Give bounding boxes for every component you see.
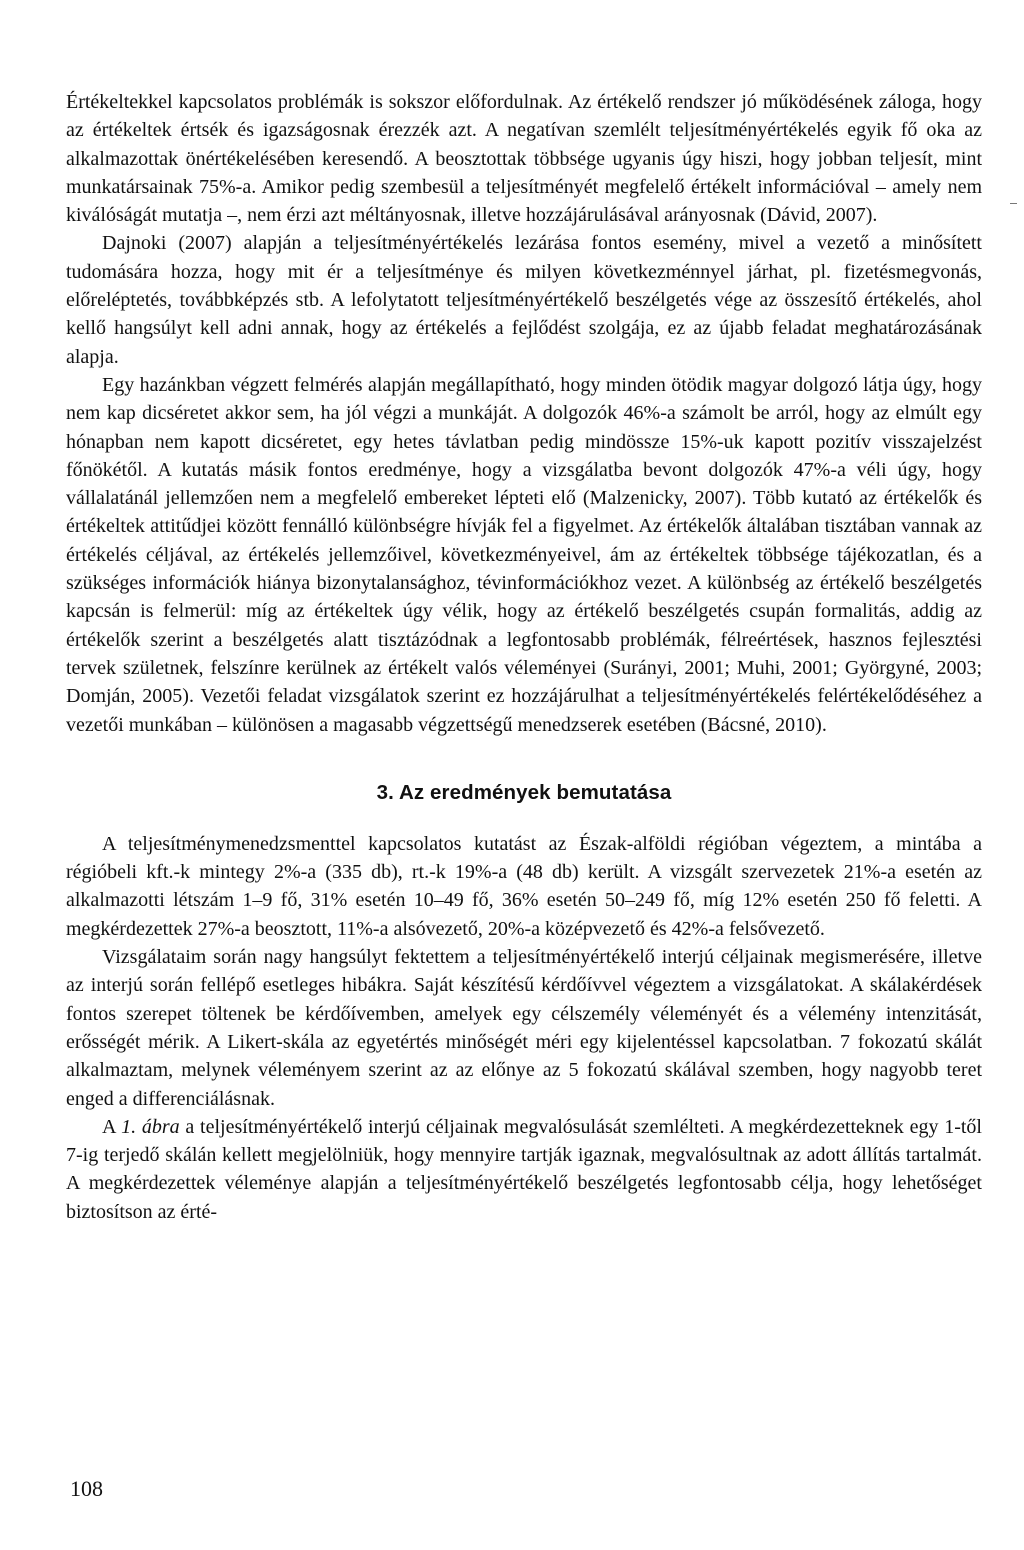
body-paragraph: Értékeltekkel kapcsolatos problémák is sokszor előfordulnak. Az értékelő rendszer jó működésének záloga, hogy az értékeltek értsék és igazságosnak érezzék azt. A negatívan szemlélt teljesítményértékelés egyik fő oka az alkalmazottak önértékelésében keresendő. A beosztottak többsége ugyanis úgy hiszi, hogy jobban teljesít, mint munkatársainak 75%-a. Amikor pedig szembesül a teljesítményét megfelelő értékelt információval – amely nem kiválóságát mutatja –, nem érzi azt méltányosnak, illetve hozzájárulásával arányosnak (Dávid, 2007). [66,91,982,227]
body-paragraph [66,1113,982,1226]
figure-reference: 1. ábra [121,1115,180,1138]
body-paragraph: Egy hazánkban végzett felmérés alapján megállapítható, hogy minden ötödik magyar dolgozó látja úgy, hogy nem kap dicséretet akkor sem, ha jól végzi a munkáját. A dolgozók 46%-a számolt be arról, hogy az elmúlt egy hónapban nem kapott dicséretet, egy hetes távlatban pedig mindössze 15%-uk kapott pozitív visszajelzést főnökétől. A kutatás másik fontos eredménye, hogy a vizsgálatba bevont dolgozók 47%-a véli úgy, hogy vállalatánál jellemzően nem a megfelelő embereket lépteti elő (Malzenicky, 2007). Több kutató az értékelők és értékeltek attitűdjei között fennálló különbségre hívják fel a figyelmet. Az értékelők általában tisztában vannak az értékelés céljával, az értékelés jellemzőivel, következményeivel, ám az értékeltek többsége tájékozatlan, és a szükséges információk hiánya bizonytalansághoz, tévinformációkhoz vezet. A különbség az értékelő beszélgetés kapcsán is felmerül: míg az értékeltek úgy vélik, hogy az értékelő beszélgetés csupán formalitás, addig az értékelők szerint a beszélgetés alatt tisztázódnak a legfontosabb problémák, félreértések, hasznos fejlesztési tervek születnek, felszínre kerülnek az értékelt valós véleményei (Surányi, 2001; Muhi, 2001; Györgyné, 2003; Domján, 2005). Vezetői feladat vizsgálatok szerint ez hozzájárulhat a teljesítményértékelés felértékelődéséhez a vezetői munkában – különösen a magasabb végzettségű menedzserek esetében (Bácsné, 2010). [66,373,982,736]
body-paragraph: Dajnoki (2007) alapján a teljesítményértékelés lezárása fontos esemény, mivel a vezető a minősített tudomására hozza, hogy mit ér a teljesítménye és milyen következménnyel járhat, pl. fizetésmegvonás, előreléptetés, továbbképzés stb. A lefolytatott teljesítményértékelő beszélgetés vége az összesítő értékelés, ahol kellő hangsúlyt kell adni annak, hogy az értékelés a fejlődést szolgája, ez az újabb feladat meghatározásának alapja. [66,232,982,368]
figure-ref-text: a teljesítményértékelő interjú céljainak megvalósulását szemlélteti. A megkérdezetteknek egy 1-től 7-ig terjedő skálán kellett megjelölniük, hogy mennyire tartják igaznak, megvalósultnak az adott állítás tartalmát. A megkérdezettek véleménye alapján a teljesítményértékelő beszélgetés legfontosabb célja, hogy lehetőséget biztosítson az érté- [66,1115,982,1223]
margin-mark [1010,203,1017,204]
body-paragraph: A teljesítménymenedzsmenttel kapcsolatos kutatást az Észak-alföldi régióban végeztem, a mintába a régióbeli kft.-k mintegy 2%-a (335 db), rt.-k 19%-a (48 db) került. A vizsgált szervezetek 21%-a esetén az alkalmazotti létszám 1–9 fő, 31% esetén 10–49 fő, 36% esetén 50–249 fő, míg 12% esetén 250 fő feletti. A megkérdezettek 27%-a beosztott, 11%-a alsóvezető, 20%-a középvezető és 42%-a felsővezető. [66,832,982,940]
section-heading: 3. Az eredmények bemutatása [376,780,672,804]
body-paragraph: Vizsgálataim során nagy hangsúlyt fektettem a teljesítményértékelő interjú céljainak megismerésére, illetve az interjú során fellépő esetleges hibákra. Saját készítésű kérdőívvel végeztem a vizsgálatokat. A skálakérdések fontos szerepet töltenek be kérdőívemben, amelyek egy célszemély véleményét és a vélemény intenzitását, erősségét mérik. A Likert-skála az egyetértés minőségét méri egy kijelentéssel kapcsolatban. 7 fokozatú skálát alkalmaztam, melynek véleményem szerint az az előnye az 5 fokozatú skálával szemben, hogy nagyobb teret enged a differenciálásnak. [66,946,982,1110]
page-number: 108 [70,1476,103,1501]
page-content [66,88,982,1226]
figure-ref-prefix: A [102,1115,122,1138]
